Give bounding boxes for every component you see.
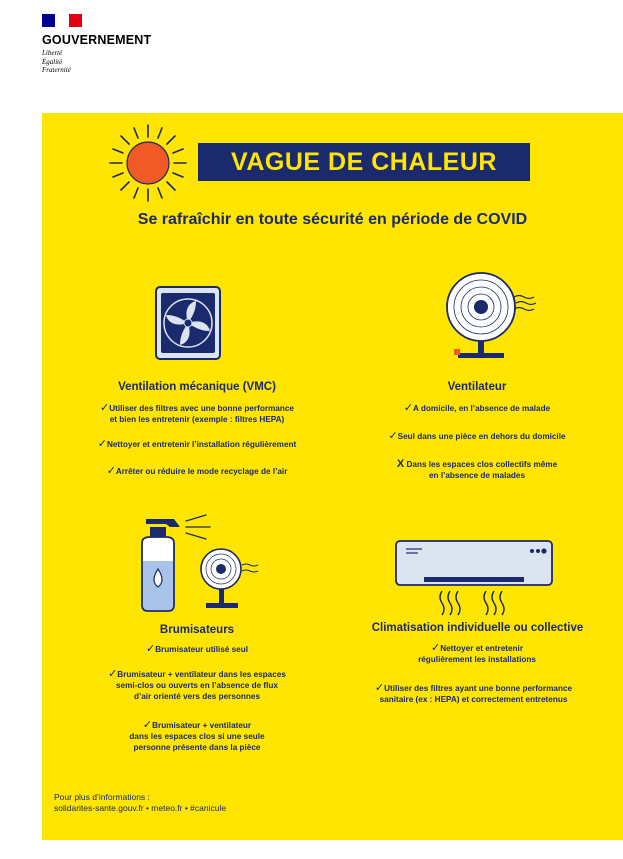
list-item: ✓Brumisateur + ventilateur dans les espaces clos si une seule personne présente dans la pièce <box>129 719 265 752</box>
footer-info: Pour plus d’informations : solidarites-sante.gouv.fr • meteo.fr • #canicule <box>54 792 227 813</box>
poster-subtitle: Se rafraîchir en toute sécurité en période de COVID <box>137 211 528 228</box>
heatwave-poster <box>42 113 623 840</box>
list-item: ✓Nettoyer et entretenir régulièrement les installations <box>418 642 536 664</box>
list-item: ✓Nettoyer et entretenir l’installation régulièrement <box>97 438 297 450</box>
motto: Liberté Égalité Fraternité <box>42 49 71 74</box>
list-item: ✓A domicile, en l’absence de malade <box>403 402 551 414</box>
poster-title: VAGUE DE CHALEUR <box>198 143 530 181</box>
org-name: GOUVERNEMENT <box>42 33 152 47</box>
list-item: ✓Seul dans une pièce en dehors du domicile <box>388 430 566 442</box>
section-title-vmc: Ventilation mécanique (VMC) <box>118 381 276 393</box>
list-item: ✓Utiliser des filtres ayant une bonne performance sanitaire (ex : HEPA) et correctement entretenus <box>374 682 573 704</box>
list-item: ✓Brumisateur + ventilateur dans les espaces semi-clos ou ouverts en l’absence de flux d’air orienté vers des personnes <box>108 668 286 701</box>
french-flag-icon <box>42 14 82 27</box>
list-item: ✓Arrêter ou réduire le mode recyclage de l’air <box>106 465 288 477</box>
list-item: X Dans les espaces clos collectifs même en l’absence de malades <box>396 458 558 480</box>
government-logo <box>42 14 151 75</box>
section-title-brumisateurs: Brumisateurs <box>159 624 235 636</box>
vmc-fan-icon <box>154 285 222 361</box>
sun-icon <box>106 121 190 205</box>
list-item: ✓Utiliser des filtres avec une bonne performance et bien les entretenir (exemple : filtres HEPA) <box>100 402 294 424</box>
air-conditioner-icon <box>394 539 554 619</box>
list-item: ✓Brumisateur utilisé seul <box>145 643 249 655</box>
section-title-climatisation: Climatisation individuelle ou collective <box>371 622 584 634</box>
desk-fan-icon <box>434 271 546 363</box>
spray-bottle-icon <box>124 511 272 623</box>
section-title-ventilateur: Ventilateur <box>447 381 507 393</box>
